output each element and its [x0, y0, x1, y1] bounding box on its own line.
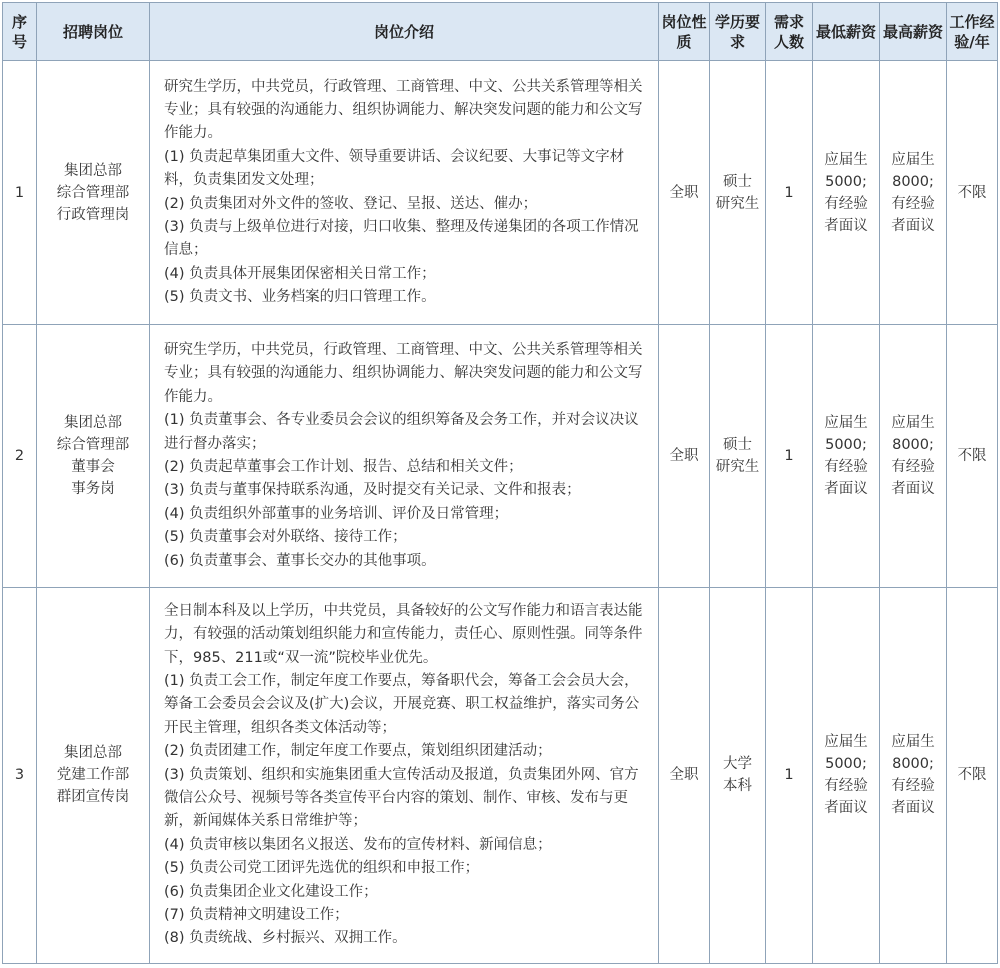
row-position: [37, 587, 150, 963]
education-line: 大学: [723, 756, 752, 773]
position-line: 行政管理岗: [56, 206, 130, 223]
row-min-salary: [813, 61, 880, 325]
row-nature: 全职: [659, 587, 710, 963]
row-max-salary: [880, 61, 947, 325]
description-line: 研究生学历，中共党员，行政管理、工商管理、中文、公共关系管理等相关专业；具有较强的沟通能力、组织协调能力、解决突发问题的能力和公文写作能力。: [164, 78, 643, 142]
header-description: 岗位介绍: [150, 3, 659, 61]
salary-line: 5000;: [825, 173, 867, 190]
description-line: (8) 负责统战、乡村振兴、双拥工作。: [164, 930, 407, 947]
salary-line: 有经验: [891, 458, 935, 475]
row-min-salary: [813, 587, 880, 963]
header-position: 招聘岗位: [37, 3, 150, 61]
position-line: 综合管理部: [56, 436, 130, 453]
salary-line: 者面议: [891, 800, 935, 817]
salary-line: 有经验: [824, 195, 868, 212]
row-description: [150, 325, 659, 587]
description-line: (2) 负责团建工作，制定年度工作要点，策划组织团建活动；: [164, 743, 552, 760]
position-line: 党建工作部: [56, 767, 130, 784]
description-line: (6) 负责集团企业文化建设工作；: [164, 883, 378, 900]
header-experience: 工作经验/年: [947, 3, 998, 61]
row-headcount: 1: [766, 325, 813, 587]
position-line: 事务岗: [71, 480, 115, 497]
salary-line: 8000;: [892, 173, 934, 190]
description-line: (5) 负责董事会对外联络、接待工作；: [164, 529, 407, 546]
salary-line: 应届生: [824, 734, 868, 751]
header-no: 序号: [3, 3, 37, 61]
position-line: 综合管理部: [56, 184, 130, 201]
education-line: 硕士: [723, 173, 752, 190]
row-nature: 全职: [659, 61, 710, 325]
row-education: [710, 61, 766, 325]
row-headcount: 1: [766, 587, 813, 963]
salary-line: 8000;: [892, 756, 934, 773]
row-min-salary: [813, 325, 880, 587]
salary-line: 有经验: [891, 195, 935, 212]
description-line: (3) 负责与上级单位进行对接，归口收集、整理及传递集团的各项工作情况信息；: [164, 219, 639, 259]
description-line: (1) 负责董事会、各专业委员会会议的组织筹备及会务工作，并对会议决议进行督办落实；: [164, 412, 639, 452]
description-line: 研究生学历，中共党员，行政管理、工商管理、中文、公共关系管理等相关专业；具有较强的沟通能力、组织协调能力、解决突发问题的能力和公文写作能力。: [164, 341, 643, 405]
row-experience: 不限: [947, 587, 998, 963]
position-line: 集团总部: [64, 745, 122, 762]
row-experience: 不限: [947, 325, 998, 587]
salary-line: 者面议: [824, 217, 868, 234]
row-education: [710, 325, 766, 587]
row-position: [37, 325, 150, 587]
education-line: 研究生: [715, 195, 760, 212]
description-line: 全日制本科及以上学历，中共党员，具备较好的公文写作能力和语言表达能力，有较强的活动策划组织能力和宣传能力，责任心、原则性强。同等条件下，985、211或“双一流”院校毕业优先。: [164, 602, 643, 666]
salary-line: 应届生: [824, 151, 868, 168]
header-min-salary: 最低薪资: [813, 3, 880, 61]
salary-line: 有经验: [891, 778, 935, 795]
salary-line: 者面议: [891, 480, 935, 497]
education-line: 研究生: [715, 458, 760, 475]
row-no: 1: [3, 61, 37, 325]
salary-line: 8000;: [892, 436, 934, 453]
row-nature: 全职: [659, 325, 710, 587]
description-line: (6) 负责董事会、董事长交办的其他事项。: [164, 552, 436, 569]
description-line: (2) 负责起草董事会工作计划、报告、总结和相关文件；: [164, 458, 523, 475]
header-nature: 岗位性质: [659, 3, 710, 61]
description-line: (7) 负责精神文明建设工作；: [164, 907, 349, 924]
row-experience: 不限: [947, 61, 998, 325]
position-line: 集团总部: [64, 414, 122, 431]
row-description: [150, 61, 659, 325]
table-row: [3, 587, 998, 963]
description-line: (3) 负责策划、组织和实施集团重大宣传活动及报道，负责集团外网、官方微信公众号、视频号等各类宣传平台内容的策划、制作、审核、发布与更新，新闻媒体关系日常维护等；: [164, 766, 639, 830]
position-line: 集团总部: [64, 162, 122, 179]
salary-line: 应届生: [891, 734, 935, 751]
table-row: [3, 325, 998, 587]
description-line: (1) 负责工会工作，制定年度工作要点，筹备职代会，筹备工会会员大会，筹备工会委员会会议及(扩大)会议，开展竞赛、职工权益维护，落实司务公开民主管理，组织各类文体活动等；: [164, 672, 640, 736]
description-line: (5) 负责公司党工团评先选优的组织和申报工作；: [164, 860, 480, 877]
table-row: [3, 61, 998, 325]
salary-line: 者面议: [824, 800, 868, 817]
description-line: (4) 负责组织外部董事的业务培训、评价及日常管理；: [164, 505, 509, 522]
description-line: (1) 负责起草集团重大文件、领导重要讲话、会议纪要、大事记等文字材料，负责集团发文处理；: [164, 148, 625, 189]
salary-line: 5000;: [825, 756, 867, 773]
description-line: (2) 负责集团对外文件的签收、登记、呈报、送达、催办；: [164, 195, 538, 212]
education-line: 本科: [723, 778, 752, 795]
salary-line: 应届生: [891, 414, 935, 431]
row-no: 2: [3, 325, 37, 587]
description-line: (4) 负责审核以集团名义报送、发布的宣传材料、新闻信息；: [164, 836, 552, 853]
row-description: [150, 587, 659, 963]
salary-line: 应届生: [824, 414, 868, 431]
row-no: 3: [3, 587, 37, 963]
row-max-salary: [880, 587, 947, 963]
recruitment-table: [2, 2, 998, 964]
salary-line: 有经验: [824, 778, 868, 795]
header-education: 学历要求: [710, 3, 766, 61]
education-line: 硕士: [723, 436, 752, 453]
row-education: [710, 587, 766, 963]
salary-line: 有经验: [824, 458, 868, 475]
position-line: 群团宣传岗: [56, 789, 130, 806]
description-line: (3) 负责与董事保持联系沟通，及时提交有关记录、文件和报表；: [164, 482, 581, 499]
row-position: [37, 61, 150, 325]
salary-line: 应届生: [891, 151, 935, 168]
description-line: (5) 负责文书、业务档案的归口管理工作。: [164, 289, 436, 306]
header-headcount: 需求人数: [766, 3, 813, 61]
salary-line: 者面议: [891, 217, 935, 234]
description-line: (4) 负责具体开展集团保密相关日常工作；: [164, 265, 436, 282]
row-max-salary: [880, 325, 947, 587]
salary-line: 者面议: [824, 480, 868, 497]
header-max-salary: 最高薪资: [880, 3, 947, 61]
row-headcount: 1: [766, 61, 813, 325]
salary-line: 5000;: [825, 436, 867, 453]
header-row: [3, 3, 998, 61]
position-line: 董事会: [71, 458, 115, 475]
